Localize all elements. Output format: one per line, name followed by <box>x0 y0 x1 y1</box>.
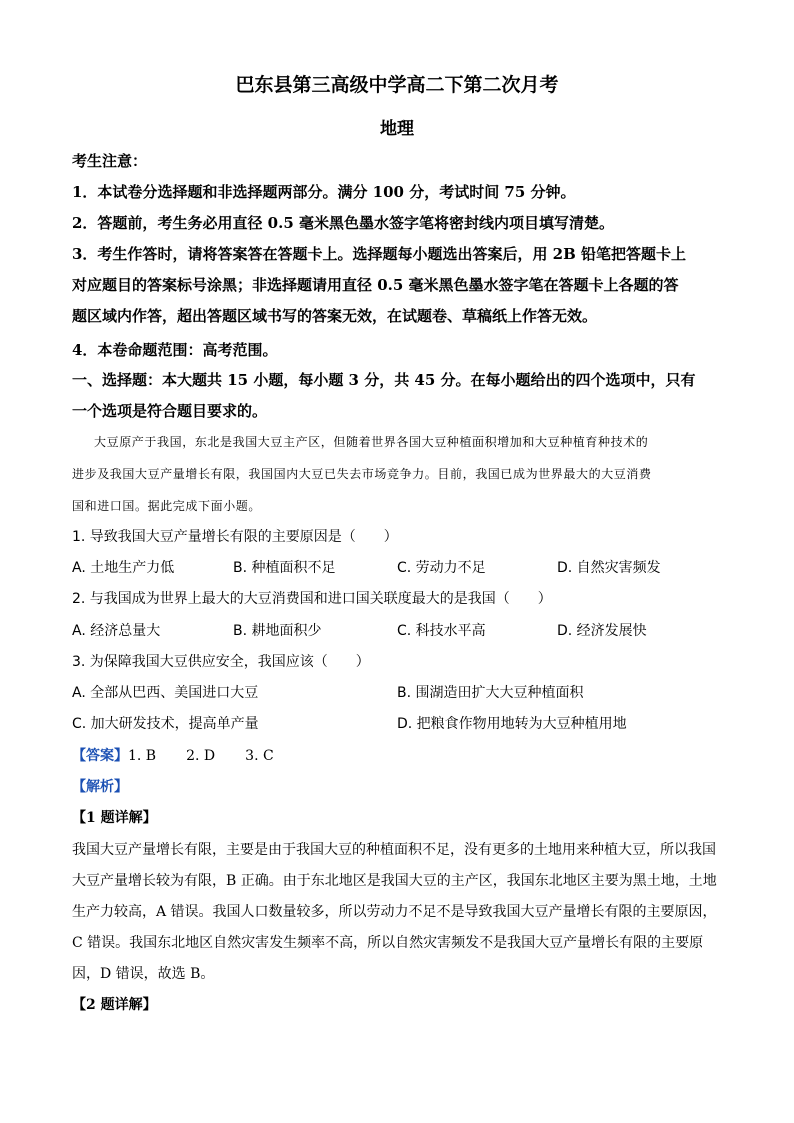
detail-1-line-3: 生产力较高，A 错误。我国人口数量较多，所以劳动力不足不是导致我国大豆产量增长有限的主要原因， <box>72 904 717 920</box>
question-1-stem: 1. 导致我国大豆产量增长有限的主要原因是（ ） <box>72 529 398 545</box>
answer-1: 1. B <box>128 748 157 764</box>
detail-1-line-4: C 错误。我国东北地区自然灾害发生频率不高，所以自然灾害频发不是我国大豆产量增长有限的主要原 <box>72 935 704 951</box>
question-2-option-b: B. 耕地面积少 <box>233 623 322 639</box>
question-3-option-c: C. 加大研发技术，提高单产量 <box>72 716 259 732</box>
question-2-stem: 2. 与我国成为世界上最大的大豆消费国和进口国关联度最大的是我国（ ） <box>72 591 552 607</box>
passage-line-3: 国和进口国。据此完成下面小题。 <box>72 499 262 513</box>
analysis-label: 【解析】 <box>72 779 128 795</box>
notice-item-3-cont-2: 题区域内作答，超出答题区域书写的答案无效，在试题卷、草稿纸上作答无效。 <box>72 307 598 325</box>
question-3-option-a: A. 全部从巴西、美国进口大豆 <box>72 685 259 701</box>
exam-title: 巴东县第三高级中学高二下第二次月考 <box>235 74 559 96</box>
passage-line-2: 进步及我国大豆产量增长有限，我国国内大豆已失去市场竞争力。目前，我国已成为世界最大的大豆消费 <box>72 467 652 481</box>
answer-2: 2. D <box>186 748 216 764</box>
question-3-option-b: B. 围湖造田扩大大豆种植面积 <box>397 685 584 701</box>
notice-item-3: 3．考生作答时，请将答案答在答题卡上。选择题每小题选出答案后，用 2B 铅笔把答题卡上 <box>72 245 687 263</box>
detail-1-label: 【1 题详解】 <box>72 810 157 826</box>
passage-line-1: 大豆原产于我国，东北是我国大豆主产区，但随着世界各国大豆种植面积增加和大豆种植育种技术的 <box>94 435 649 449</box>
subject-title: 地理 <box>380 119 414 139</box>
question-2-option-c: C. 科技水平高 <box>397 623 486 639</box>
question-1-option-a: A. 土地生产力低 <box>72 560 175 576</box>
question-2-option-a: A. 经济总量大 <box>72 623 161 639</box>
notice-heading: 考生注意： <box>72 152 148 170</box>
question-2-option-d: D. 经济发展快 <box>557 623 647 639</box>
question-1-option-b: B. 种植面积不足 <box>233 560 336 576</box>
answer-label: 【答案】 <box>72 748 128 764</box>
detail-2-label: 【2 题详解】 <box>72 997 157 1013</box>
notice-item-2: 2．答题前，考生务必用直径 0.5 毫米黑色墨水签字笔将密封线内项目填写清楚。 <box>72 214 614 232</box>
section-heading-line-1: 一、选择题：本大题共 15 小题，每小题 3 分，共 45 分。在每小题给出的四个选项中，只有 <box>72 371 696 389</box>
question-3-option-d: D. 把粮食作物用地转为大豆种植用地 <box>397 716 627 732</box>
section-heading-line-2: 一个选项是符合题目要求的。 <box>72 402 268 420</box>
question-3-stem: 3. 为保障我国大豆供应安全，我国应该（ ） <box>72 654 370 670</box>
notice-item-1: 1．本试卷分选择题和非选择题两部分。满分 100 分，考试时间 75 分钟。 <box>72 183 576 201</box>
question-1-option-d: D. 自然灾害频发 <box>557 560 661 576</box>
notice-item-3-cont-1: 对应题目的答案标号涂黑；非选择题请用直径 0.5 毫米黑色墨水签字笔在答题卡上各题的答 <box>72 276 679 294</box>
answer-3: 3. C <box>245 748 274 764</box>
detail-1-line-1: 我国大豆产量增长有限，主要是由于我国大豆的种植面积不足，没有更多的土地用来种植大豆，所以我国 <box>72 842 716 858</box>
analysis-label-row <box>72 776 732 796</box>
detail-1-line-5: 因，D 错误，故选 B。 <box>72 966 215 982</box>
notice-item-4: 4．本卷命题范围：高考范围。 <box>72 341 278 359</box>
answer-row <box>72 745 732 765</box>
question-1-option-c: C. 劳动力不足 <box>397 560 486 576</box>
detail-1-line-2: 大豆产量增长较为有限，B 正确。由于东北地区是我国大豆的主产区，我国东北地区主要为黑土地，土地 <box>72 873 717 889</box>
